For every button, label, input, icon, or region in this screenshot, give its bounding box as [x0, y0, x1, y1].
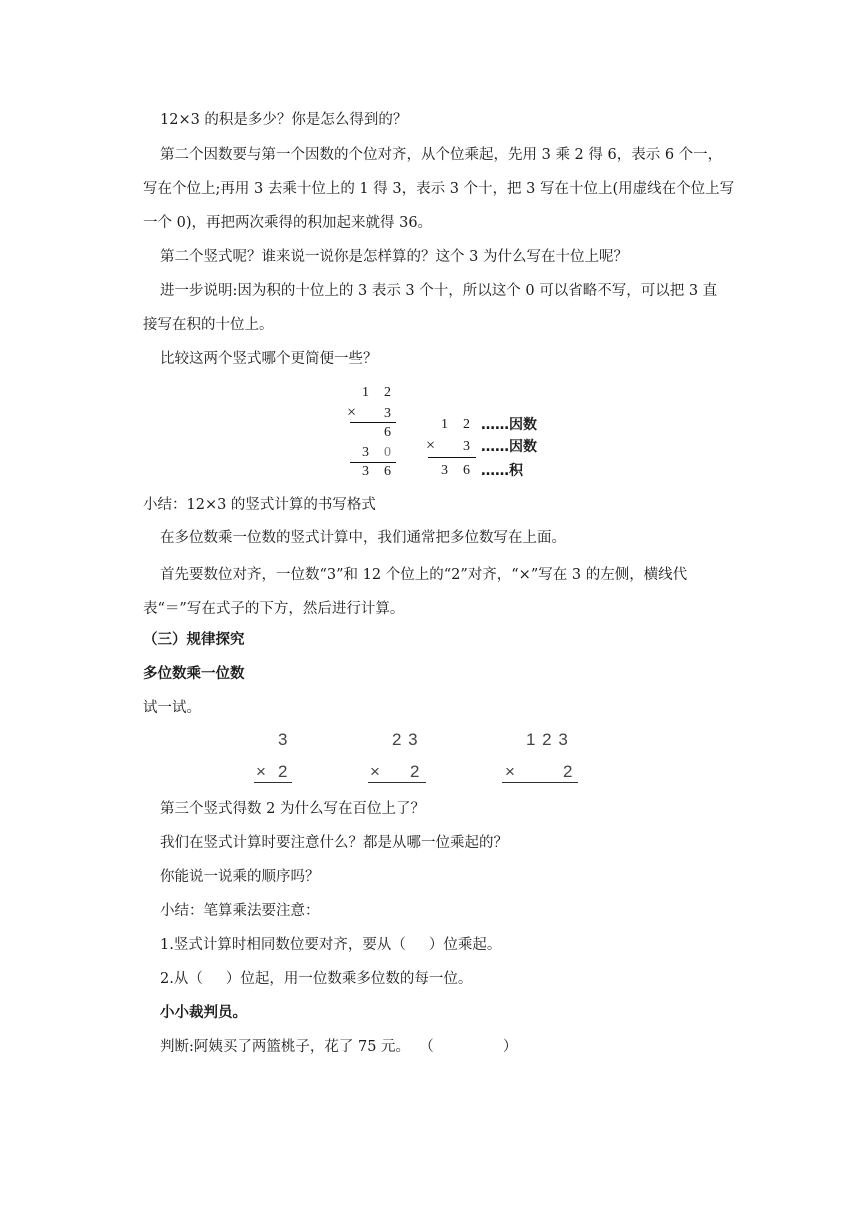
paragraph-align-line2: 表“＝”写在式子的下方，然后进行计算。 [143, 601, 405, 617]
try2-factor: 2 [410, 762, 420, 781]
try3-line [502, 782, 578, 783]
question-hundreds: 第三个竖式得数 2 为什么写在百位上了？ [160, 801, 425, 817]
paragraph-align-line1: 首先要数位对齐，一位数“3”和 12 个位上的“2”对齐，“×”写在 3 的左侧，横线代 [160, 567, 688, 583]
calc2-multiply-sign: × [426, 437, 436, 454]
question-order: 你能说一说乘的顺序吗？ [160, 869, 320, 885]
question-second-calc: 第二个竖式呢？谁来说一说你是怎样算的？这个 3 为什么写在十位上呢？ [160, 249, 628, 265]
calc2-digit-tens: 1 [441, 417, 448, 432]
calc1-partial-tens: 3 [362, 445, 369, 460]
calc1-digit-ones: 2 [384, 385, 391, 400]
calc2-factor: 3 [463, 439, 470, 454]
try3-factor: 2 [563, 762, 573, 781]
summary-format: 小结：12×3 的竖式计算的书写格式 [143, 497, 376, 513]
calc1-result-ones: 6 [384, 464, 391, 479]
try3-multiply-sign: × [505, 762, 515, 781]
paragraph-explain-line3: 一个 0)，再把两次乘得的积加起来就得 36。 [143, 215, 433, 231]
calc1-digit-tens: 1 [362, 385, 369, 400]
rule-2: 2.从（ ）位起，用一位数乘多位数的每一位。 [160, 971, 473, 987]
try1-line [254, 782, 292, 783]
try3-top: 1 2 3 [526, 730, 569, 749]
judge-statement: 判断:阿姨买了两篮桃子，花了 75 元。 （ ） [160, 1039, 518, 1055]
calc1-factor: 3 [384, 406, 391, 421]
try1-factor: 2 [278, 762, 288, 781]
paragraph-further-line2: 接写在积的十位上。 [143, 317, 274, 333]
try1-top: 3 [278, 730, 288, 749]
calc2-result-tens: 3 [441, 463, 448, 478]
paragraph-further-line1: 进一步说明:因为积的十位上的 3 表示 3 个十，所以这个 0 可以省略不写，可以把 3 直 [160, 283, 718, 299]
paragraph-explain-line1: 第二个因数要与第一个因数的个位对齐，从个位乘起，先用 3 乘 2 得 6，表示 6 个一， [160, 147, 723, 163]
calc1-partial-ones: 6 [384, 425, 391, 440]
try1-multiply-sign: × [256, 762, 266, 781]
paragraph-multidigit: 在多位数乘一位数的竖式计算中，我们通常把多位数写在上面。 [160, 530, 566, 546]
calc2-result-ones: 6 [463, 463, 470, 478]
subheading-multidigit: 多位数乘一位数 [143, 666, 245, 682]
rule-1: 1.竖式计算时相同数位要对齐，要从（ ）位乘起。 [160, 937, 502, 953]
question-attention: 我们在竖式计算时要注意什么？都是从哪一位乘起的？ [160, 835, 508, 851]
section-heading-rules: （三）规律探究 [143, 632, 245, 648]
question-product: 12×3 的积是多少？你是怎么得到的？ [160, 112, 408, 128]
paragraph-explain-line2: 写在个位上;再用 3 去乘十位上的 1 得 3，表示 3 个十，把 3 写在十位上(用虚线在个位上写 [143, 181, 735, 197]
summary-rules: 小结：笔算乘法要注意： [160, 903, 320, 919]
calc2-label-factor2: ……因数 [481, 439, 537, 455]
calc1-line-1 [350, 422, 396, 423]
judge-heading: 小小裁判员。 [160, 1005, 247, 1021]
calc2-label-product: ……积 [481, 463, 523, 479]
calc1-result-tens: 3 [362, 464, 369, 479]
try2-top: 2 3 [392, 730, 419, 749]
calc2-line [428, 457, 476, 458]
question-compare: 比较这两个竖式哪个更简便一些？ [160, 351, 378, 367]
try2-multiply-sign: × [370, 762, 380, 781]
calc1-multiply-sign: × [347, 404, 357, 421]
try-it-label: 试一试。 [143, 700, 201, 716]
try2-line [368, 782, 426, 783]
calc2-label-factor1: ……因数 [481, 417, 537, 433]
calc1-partial-zero: 0 [384, 445, 391, 460]
calc2-digit-ones: 2 [463, 417, 470, 432]
